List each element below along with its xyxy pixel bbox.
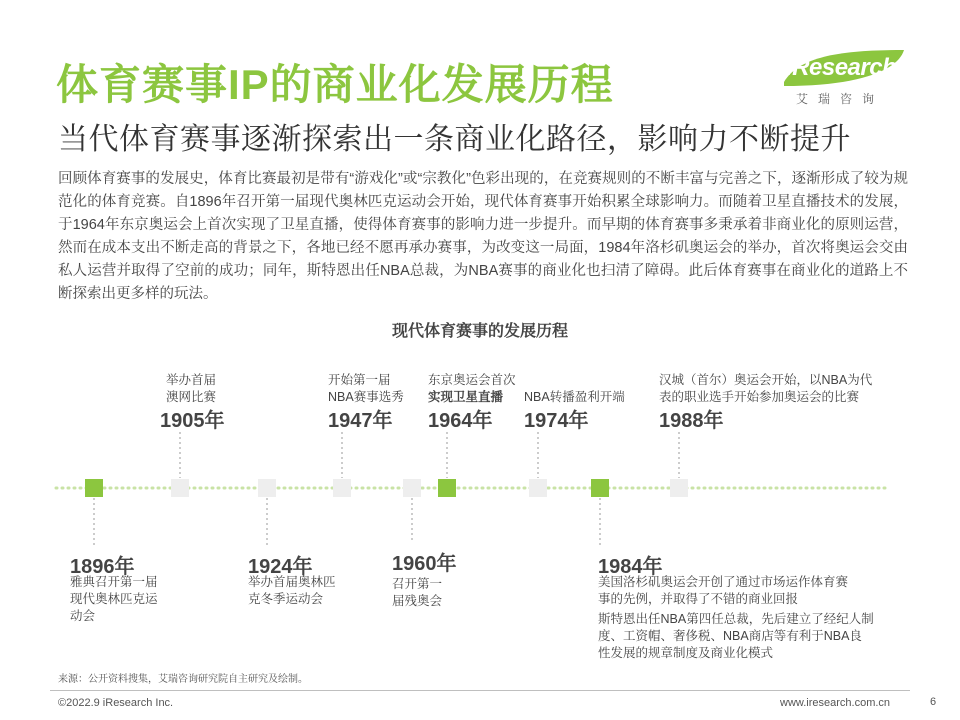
marker-1984 xyxy=(591,479,609,497)
event-1964-desc: 东京奥运会首次 实现卫星直播 xyxy=(428,373,516,404)
marker-1905 xyxy=(171,479,189,497)
intro-paragraph: 回顾体育赛事的发展史，体育比赛最初是带有“游戏化”或“宗教化”色彩出现的，在竞赛规则的不断丰富与完善之下，逐渐形成了较为规范化的体育竞赛。自1896年召开第一届现代奥林匹克运动会开始，现代体育赛事开始积累全球影响力。而随着卫星直播技术的发展，于1964年东京奥运会上首次实现了卫星直播，使得体育赛事的影响力进一步提升。而早期的体育赛事多秉承着非商业化的原则运营，然而在成本支出不断走高的背景之下，各地已经不愿再承办赛事，为改变这一局面，1984年洛杉矶奥运会的举办，首次将奥运会交由私人运营并取得了空前的成功；同年，斯特恩出任NBA总裁，为NBA赛事的商业化也扫清了障碍。此后体育赛事在商业化的道路上不断探索出更多样的玩法。 xyxy=(58,171,908,302)
event-1960-desc: 召开第一 届残奥会 xyxy=(392,577,443,608)
event-1947-year: 1947年 xyxy=(328,410,393,432)
event-1984-desc: 美国洛杉矶奥运会开创了通过市场运作体育赛 事的先例，并取得了不错的商业回报 斯特恩出任NBA第四任总裁，先后建立了经纪人制 度、工资帽、奢侈税、NBA商店等有利于NBA良 性发展的规章制度及商业化模式 xyxy=(598,575,874,660)
marker-1988 xyxy=(670,479,688,497)
event-1896-year: 1896年 xyxy=(70,556,135,578)
event-1905-desc: 举办首届 澳网比赛 xyxy=(166,373,217,404)
copyright-text: ©2022.9 iResearch Inc. xyxy=(58,697,174,709)
event-1974-year: 1974年 xyxy=(524,410,589,432)
logo-brand-cn: 艾瑞咨询 xyxy=(796,92,885,106)
marker-1974 xyxy=(529,479,547,497)
event-1974-desc: NBA转播盈利开端 xyxy=(524,390,625,404)
marker-1924 xyxy=(258,479,276,497)
footer-divider xyxy=(50,690,910,691)
marker-1896 xyxy=(85,479,103,497)
page-title: 体育赛事IP的商业化发展历程 xyxy=(56,61,614,108)
marker-1947 xyxy=(333,479,351,497)
logo-brand-text: iResearch xyxy=(786,54,897,81)
event-1905-year: 1905年 xyxy=(160,410,225,432)
event-1988-year: 1988年 xyxy=(659,410,724,432)
marker-1960 xyxy=(403,479,421,497)
event-1988-desc: 汉城（首尔）奥运会开始，以NBA为代 表的职业选手开始参加奥运会的比赛 xyxy=(659,373,873,404)
page-number: 6 xyxy=(930,696,937,708)
event-1924-year: 1924年 xyxy=(248,556,313,578)
source-note: 来源：公开资料搜集，艾瑞咨询研究院自主研究及绘制。 xyxy=(58,674,308,685)
event-1984-year: 1984年 xyxy=(598,556,663,578)
event-1960-year: 1960年 xyxy=(392,553,457,575)
event-1896-desc: 雅典召开第一届 现代奥林匹克运 动会 xyxy=(70,575,158,623)
website-link[interactable]: www.iresearch.com.cn xyxy=(780,697,891,709)
event-1964-year: 1964年 xyxy=(428,410,493,432)
timeline-title: 现代体育赛事的发展历程 xyxy=(391,323,568,340)
page-subtitle: 当代体育赛事逐渐探索出一条商业化路径，影响力不断提升 xyxy=(58,123,851,156)
event-1947-desc: 开始第一届 NBA赛事选秀 xyxy=(328,373,404,404)
event-1924-desc: 举办首届奥林匹 克冬季运动会 xyxy=(248,575,336,606)
marker-1964 xyxy=(438,479,456,497)
